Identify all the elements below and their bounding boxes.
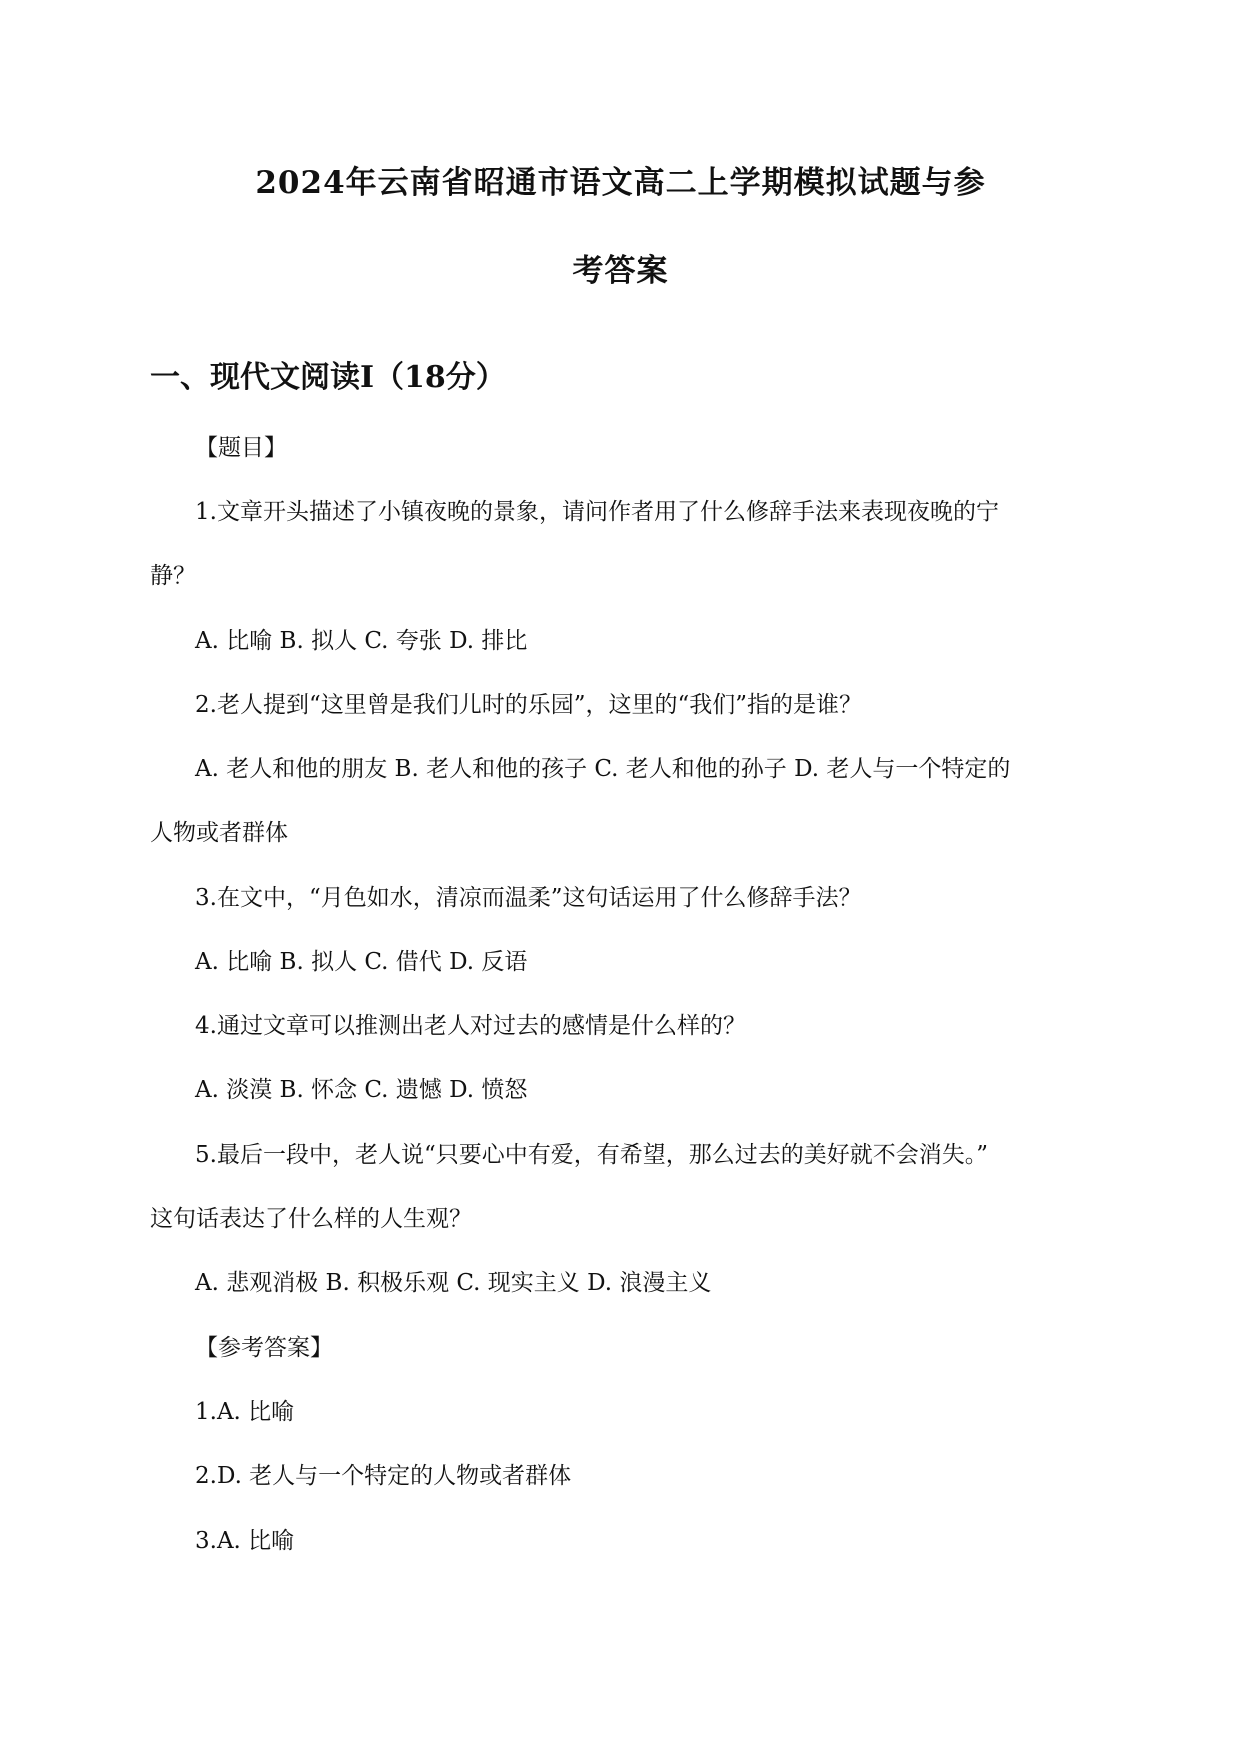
answer-1: 1.A. 比喻 — [195, 1399, 295, 1425]
question-3-stem: 3.在文中，“月色如水，清凉而温柔”这句话运用了什么修辞手法？ — [195, 885, 862, 911]
question-2-options-continued: 人物或者群体 — [150, 820, 288, 846]
question-4-stem: 4.通过文章可以推测出老人对过去的感情是什么样的？ — [195, 1013, 746, 1039]
question-3-options: A. 比喻 B. 拟人 C. 借代 D. 反语 — [195, 949, 528, 975]
document-title-line-2: 考答案 — [572, 253, 669, 289]
question-5-options: A. 悲观消极 B. 积极乐观 C. 现实主义 D. 浪漫主义 — [195, 1270, 712, 1296]
question-2-stem: 2.老人提到“这里曾是我们儿时的乐园”，这里的“我们”指的是谁？ — [195, 692, 862, 718]
question-1-options: A. 比喻 B. 拟人 C. 夸张 D. 排比 — [195, 628, 528, 654]
answers-label: 【参考答案】 — [195, 1335, 333, 1361]
document-title-line-1: 2024年云南省昭通市语文高二上学期模拟试题与参 — [255, 165, 986, 201]
question-1-stem: 1.文章开头描述了小镇夜晚的景象，请问作者用了什么修辞手法来表现夜晚的宁 — [195, 499, 999, 525]
questions-label: 【题目】 — [195, 435, 287, 461]
question-5-stem: 5.最后一段中，老人说“只要心中有爱，有希望，那么过去的美好就不会消失。” — [195, 1142, 988, 1168]
section-heading: 一、现代文阅读Ⅰ（18分） — [150, 360, 506, 395]
question-2-options: A. 老人和他的朋友 B. 老人和他的孩子 C. 老人和他的孙子 D. 老人与一个特定的 — [195, 756, 1011, 782]
question-4-options: A. 淡漠 B. 怀念 C. 遗憾 D. 愤怒 — [195, 1077, 528, 1103]
answer-2: 2.D. 老人与一个特定的人物或者群体 — [195, 1463, 572, 1489]
answer-3: 3.A. 比喻 — [195, 1528, 295, 1554]
question-5-stem-continued: 这句话表达了什么样的人生观？ — [150, 1206, 472, 1232]
question-1-stem-continued: 静？ — [150, 563, 196, 589]
